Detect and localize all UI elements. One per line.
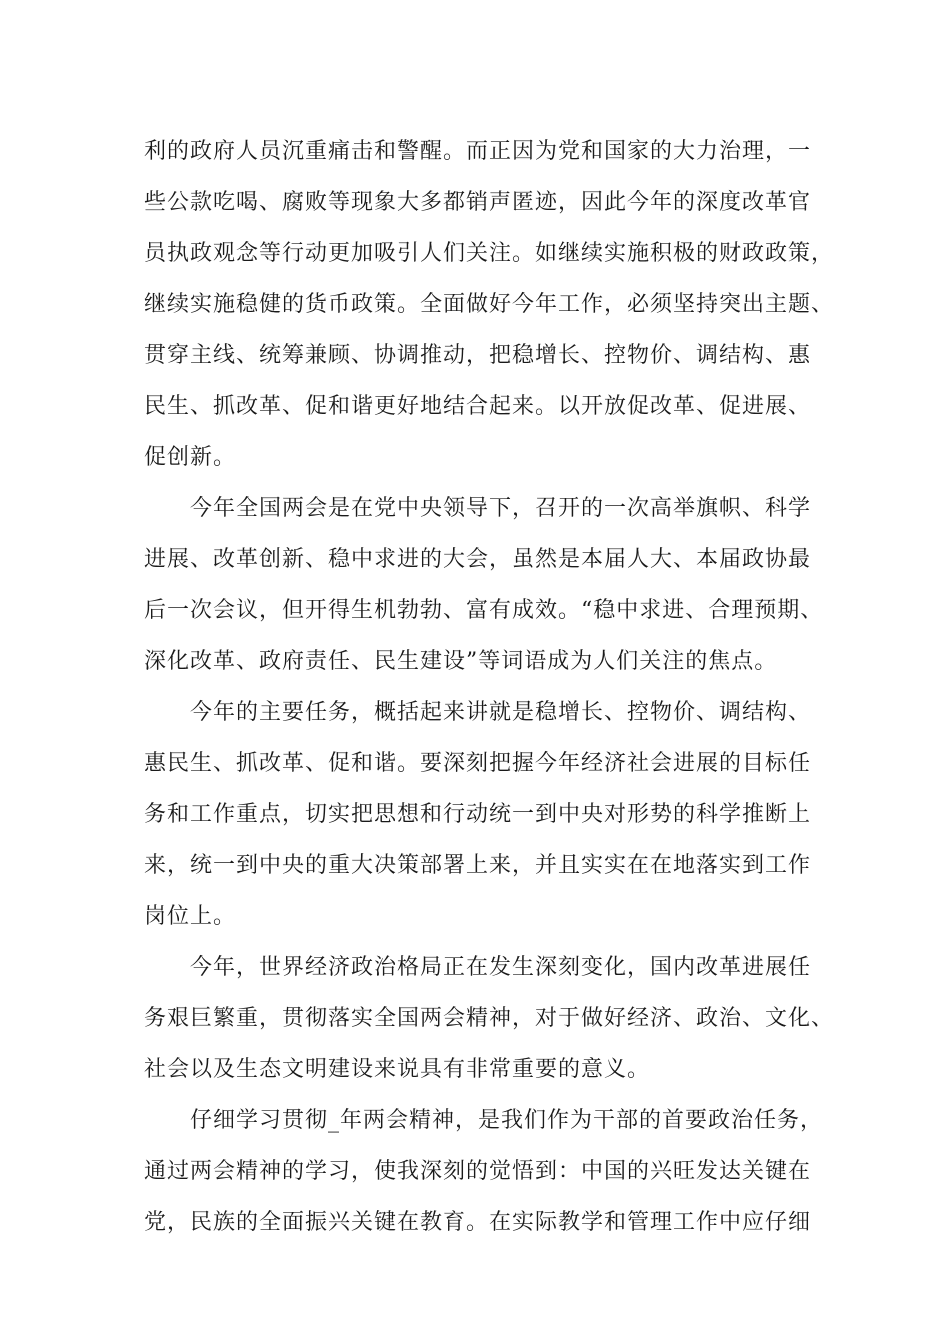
text-line: 通过两会精神的学习，使我深刻的觉悟到：中国的兴旺发达关键在 xyxy=(144,1159,812,1184)
paragraph-start-line: 今年的主要任务，概括起来讲就是稳增长、控物价、调结构、 xyxy=(190,700,812,725)
text-line: 惠民生、抓改革、促和谐。要深刻把握今年经济社会进展的目标任 xyxy=(144,751,812,776)
text-line: 岗位上。 xyxy=(144,904,237,929)
text-line: 继续实施稳健的货币政策。全面做好今年工作，必须坚持突出主题、 xyxy=(144,292,835,317)
paragraph-start-line: 今年全国两会是在党中央领导下，召开的一次高举旗帜、科学 xyxy=(190,496,812,521)
text-line: 来，统一到中央的重大决策部署上来，并且实实在在地落实到工作 xyxy=(144,853,812,878)
text-line: 社会以及生态文明建设来说具有非常重要的意义。 xyxy=(144,1057,651,1082)
text-line: 务和工作重点，切实把思想和行动统一到中央对形势的科学推断上 xyxy=(144,802,812,827)
text-line: 利的政府人员沉重痛击和警醒。而正因为党和国家的大力治理，一 xyxy=(144,139,812,164)
text-line: 务艰巨繁重，贯彻落实全国两会精神，对于做好经济、政治、文化、 xyxy=(144,1006,835,1031)
text-line: 促创新。 xyxy=(144,445,237,470)
paragraph-start-line: 今年，世界经济政治格局正在发生深刻变化，国内改革进展任 xyxy=(190,955,812,980)
document-body xyxy=(144,126,834,1248)
text-line: 党，民族的全面振兴关键在教育。在实际教学和管理工作中应仔细 xyxy=(144,1210,812,1235)
text-line: 进展、改革创新、稳中求进的大会，虽然是本届人大、本届政协最 xyxy=(144,547,812,572)
text-line: 员执政观念等行动更加吸引人们关注。如继续实施积极的财政政策， xyxy=(144,241,835,266)
text-line: 后一次会议，但开得生机勃勃、富有成效。“稳中求进、合理预期、 xyxy=(144,598,824,623)
text-line: 民生、抓改革、促和谐更好地结合起来。以开放促改革、促进展、 xyxy=(144,394,812,419)
paragraph-start-line: 仔细学习贯彻_年两会精神，是我们作为干部的首要政治任务， xyxy=(190,1108,824,1133)
text-line: 深化改革、政府责任、民生建设”等词语成为人们关注的焦点。 xyxy=(144,649,778,674)
text-line: 些公款吃喝、腐败等现象大多都销声匿迹，因此今年的深度改革官 xyxy=(144,190,812,215)
text-line: 贯穿主线、统筹兼顾、协调推动，把稳增长、控物价、调结构、惠 xyxy=(144,343,812,368)
